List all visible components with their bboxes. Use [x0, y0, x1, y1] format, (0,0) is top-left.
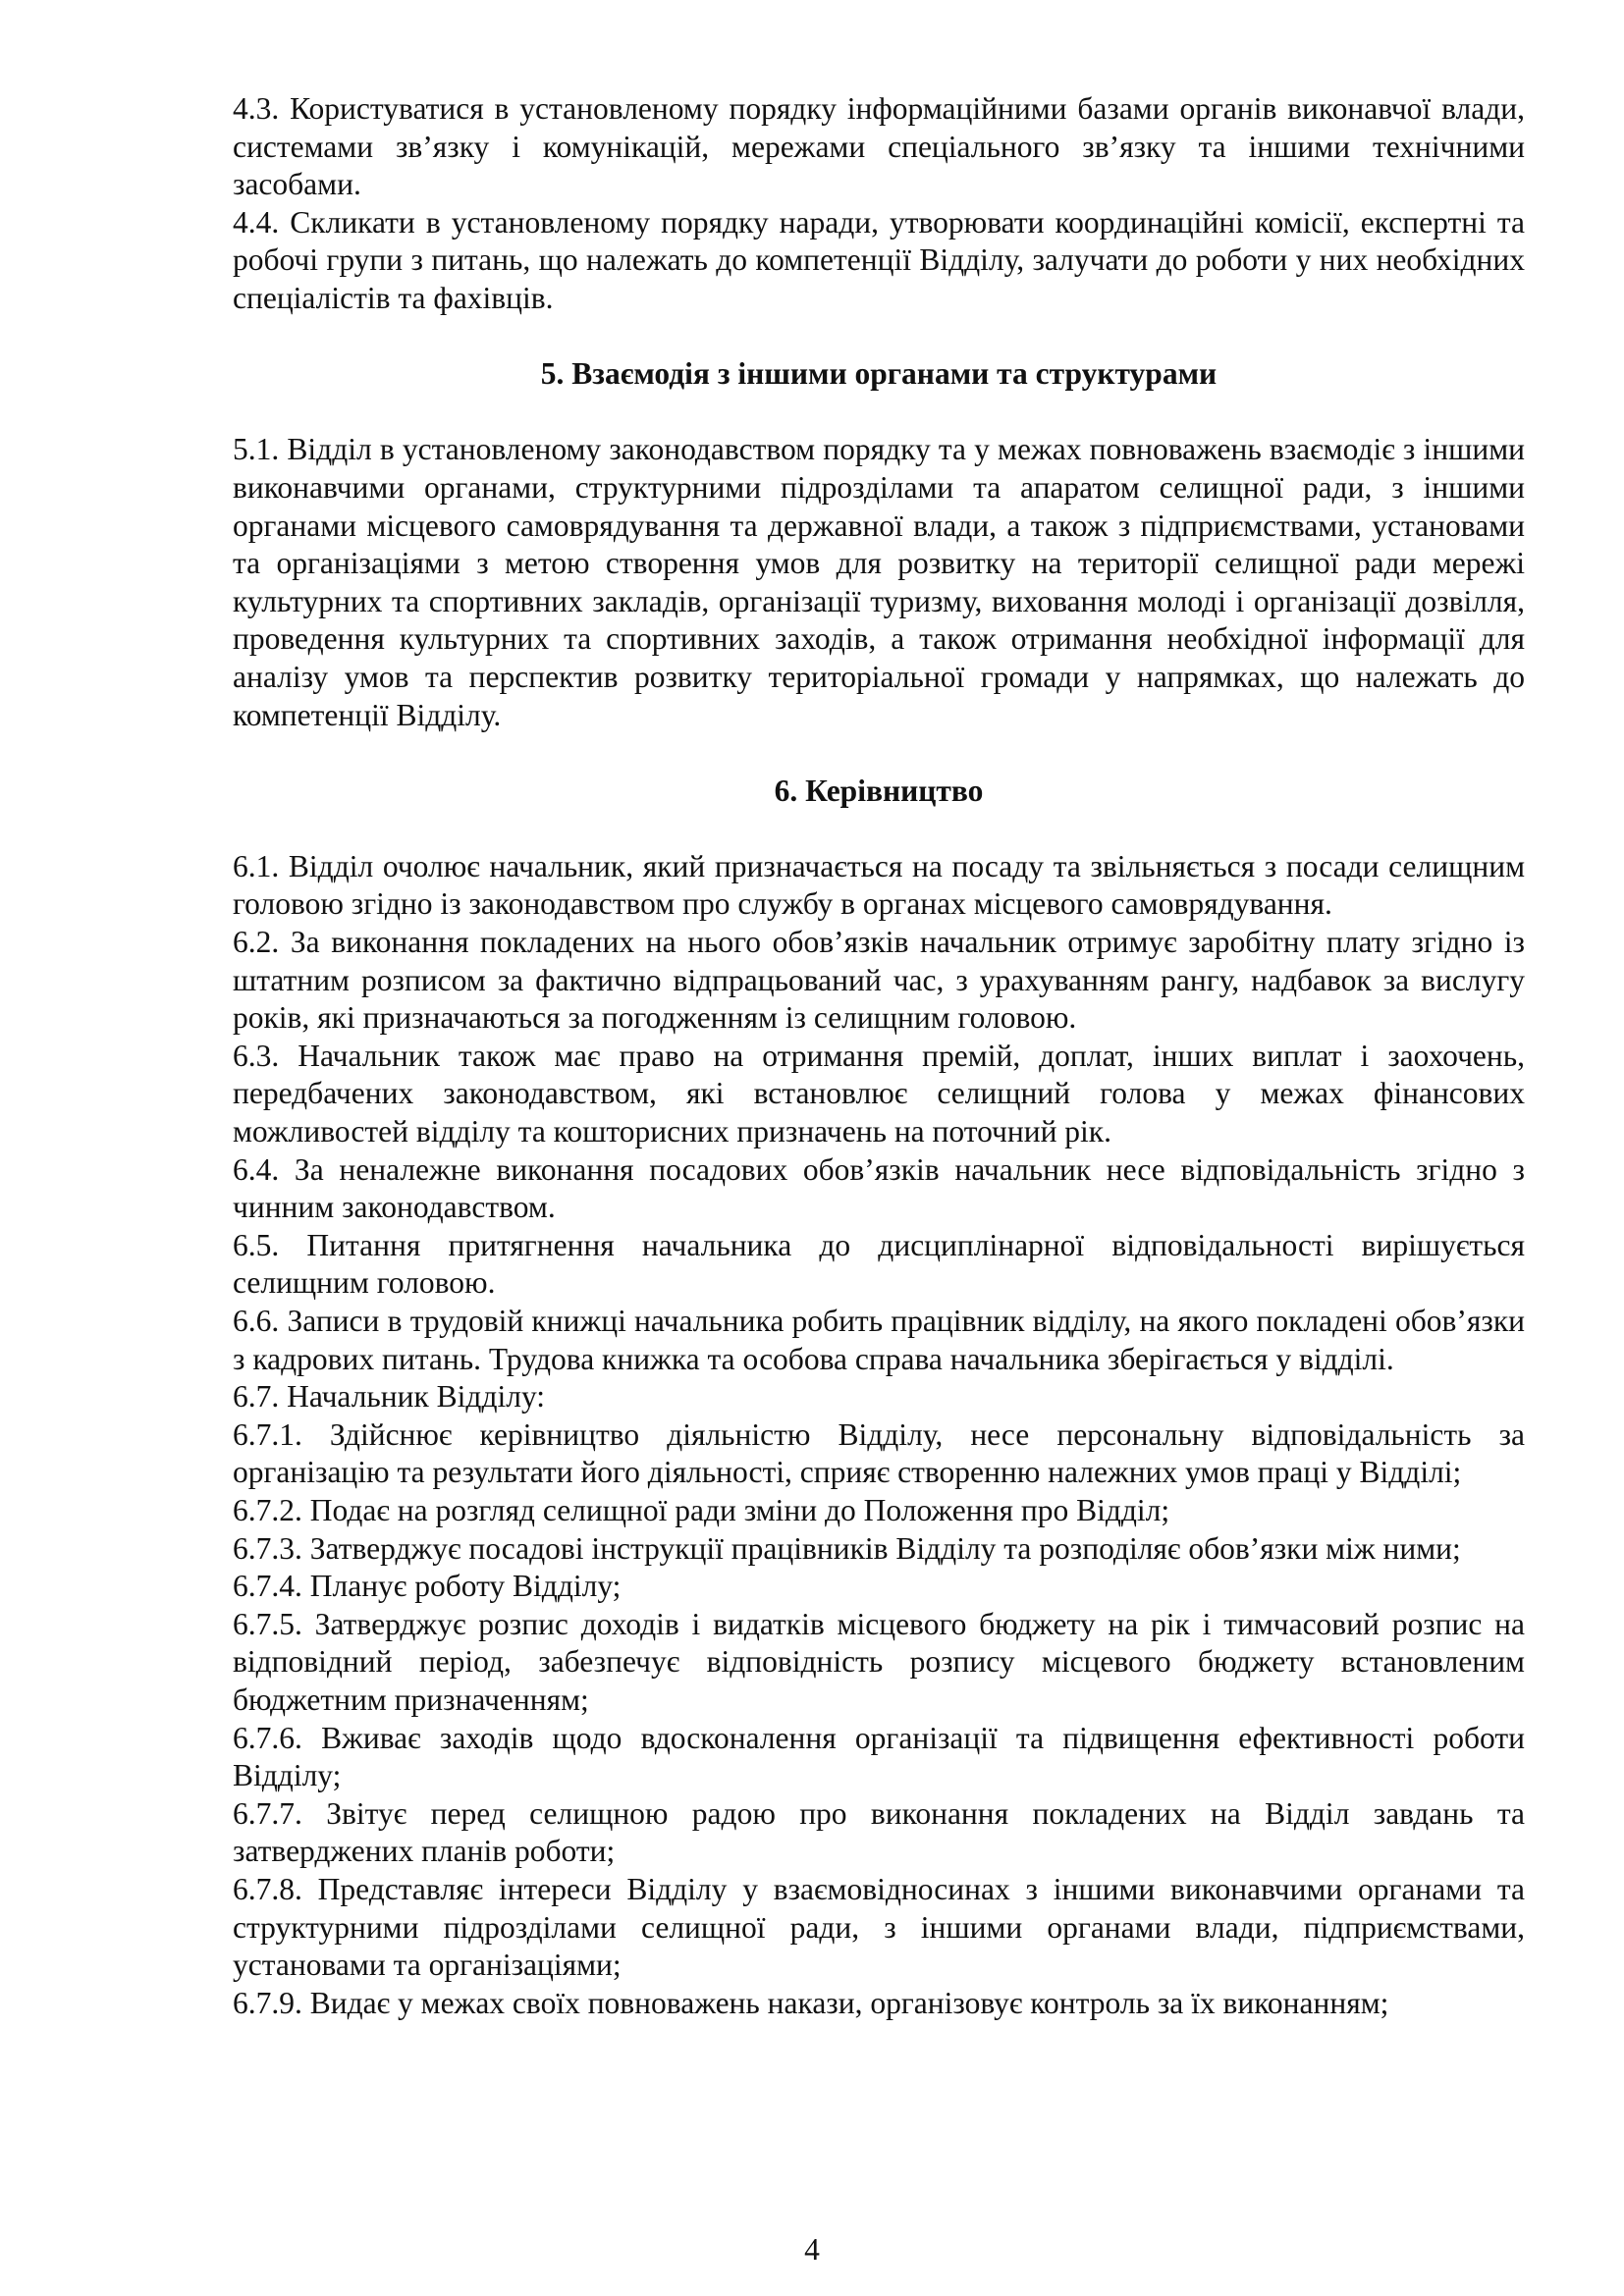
paragraph-6-7-9: 6.7.9. Видає у межах своїх повноважень накази, організовує контроль за їх виконанням; [233, 1985, 1389, 2020]
paragraph-6-7-4: 6.7.4. Планує роботу Відділу; [233, 1569, 622, 1604]
spacer [233, 394, 1525, 432]
paragraph-6-1: 6.1. Відділ очолює начальник, який призначається на посаду та звільняється з посади селищним головою згідно із законодавством про службу в органах місцевого самоврядування. [233, 848, 1525, 922]
paragraph-6-7-3: 6.7.3. Затверджує посадові інструкції працівників Відділу та розподіляє обов’язки між ними; [233, 1530, 1461, 1566]
spacer [233, 810, 1525, 848]
paragraph-6-7: 6.7. Начальник Відділу: [233, 1379, 546, 1415]
section-6-heading: 6. Керівництво [774, 773, 984, 808]
page-number: 4 [804, 2232, 820, 2267]
document-page [233, 90, 1525, 2022]
spacer [233, 734, 1525, 773]
paragraph-6-3: 6.3. Начальник також має право на отримання премій, доплат, інших виплат і заохочень, передбачених законодавством, які встановлює селищний голова у межах фінансових можливостей відділу та кошторисних призначень на поточний рік. [233, 1038, 1525, 1149]
paragraph-6-7-5: 6.7.5. Затверджує розпис доходів і видатків місцевого бюджету на рік і тимчасовий розпис на відповідний період, забезпечує відповідність розпису місцевого бюджету встановленим бюджетним призначенням; [233, 1606, 1525, 1717]
paragraph-6-7-1: 6.7.1. Здійснює керівництво діяльністю Відділу, несе персональну відповідальність за організацію та результати його діяльності, сприяє створенню належних умов праці у Відділі; [233, 1416, 1525, 1490]
paragraph-6-7-2: 6.7.2. Подає на розгляд селищної ради зміни до Положення про Відділ; [233, 1492, 1170, 1527]
paragraph-6-5: 6.5. Питання притягнення начальника до дисциплінарної відповідальності вирішується селищним головою. [233, 1227, 1525, 1301]
paragraph-6-2: 6.2. За виконання покладених на нього обов’язків начальник отримує заробітну плату згідно із штатним розписом за фактично відпрацьований час, з урахуванням рангу, надбавок за вислугу років, які призначаються за погодженням із селищним головою. [233, 925, 1525, 1036]
paragraph-6-7-6: 6.7.6. Вживає заходів щодо вдосконалення організації та підвищення ефективності роботи Відділу; [233, 1720, 1525, 1793]
spacer [233, 318, 1525, 356]
paragraph-5-1: 5.1. Відділ в установленому законодавством порядку та у межах повноважень взаємодіє з іншими виконавчими органами, структурними підрозділами та апаратом селищної ради, з іншими органами місцевого самоврядування та державної влади, а також з підприємствами, установами та організаціями з метою створення умов для розвитку на території селищної ради мережі культурних та спортивних закладів, організації туризму, виховання молоді і організації дозвілля, проведення культурних та спортивних заходів, а також отримання необхідної інформації для аналізу умов та перспектив розвитку територіальної громади у напрямках, що належать до компетенції Відділу. [233, 432, 1525, 732]
paragraph-6-6: 6.6. Записи в трудовій книжці начальника робить працівник відділу, на якого покладені обов’язки з кадрових питань. Трудова книжка та особова справа начальника зберігається у відділі. [233, 1304, 1525, 1376]
section-5-heading: 5. Взаємодія з іншими органами та структурами [540, 356, 1218, 392]
paragraph-6-7-7: 6.7.7. Звітує перед селищною радою про виконання покладених на Відділ завдань та затверджених планів роботи; [233, 1795, 1525, 1869]
paragraph-6-7-8: 6.7.8. Представляє інтереси Відділу у взаємовідносинах з іншими виконавчими органами та структурними підрозділами селищної ради, з іншими органами влади, підприємствами, установами та організаціями; [233, 1871, 1525, 1983]
paragraph-4-4: 4.4. Скликати в установленому порядку наради, утворювати координаційні комісії, експертні та робочі групи з питань, що належать до компетенції Відділу, залучати до роботи у них необхідних спеціалістів та фахівців. [233, 204, 1525, 315]
paragraph-6-4: 6.4. За неналежне виконання посадових обов’язків начальник несе відповідальність згідно з чинним законодавством. [233, 1151, 1525, 1225]
paragraph-4-3: 4.3. Користуватися в установленому порядку інформаційними базами органів виконавчої влади, системами зв’язку і комунікацій, мережами спеціального зв’язку та іншими технічними засобами. [233, 91, 1525, 202]
